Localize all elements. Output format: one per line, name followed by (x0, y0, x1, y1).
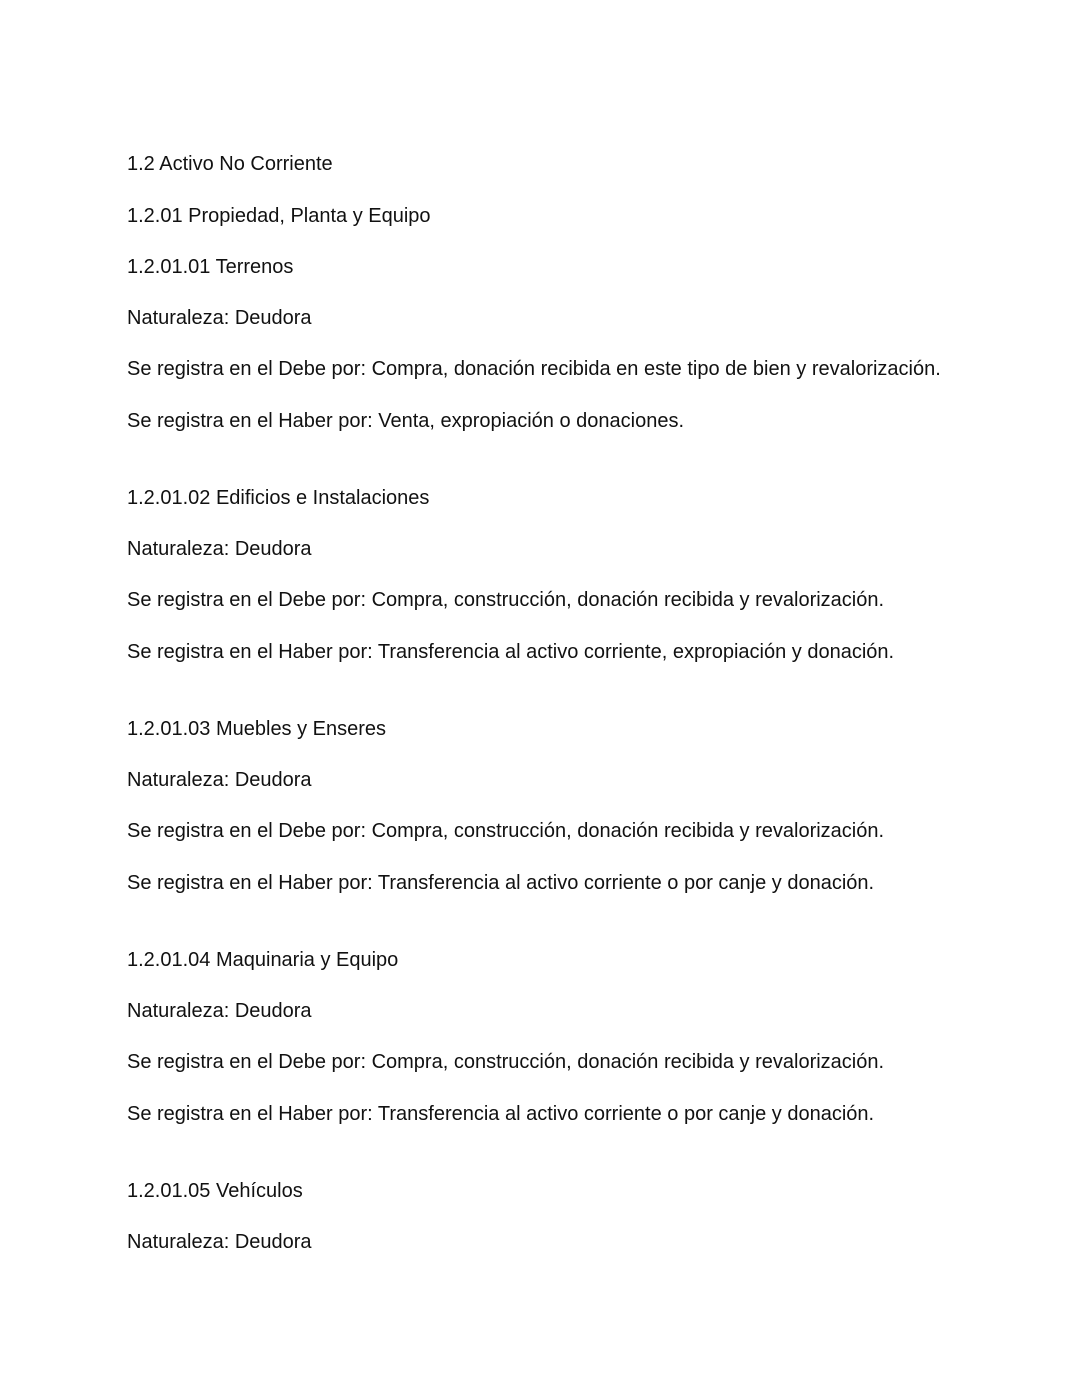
text-line: Se registra en el Haber por: Transferencia al activo corriente o por canje y donación. (127, 872, 875, 894)
account-heading: 1.2.01.05 Vehículos (127, 1180, 303, 1202)
account-heading: 1.2 Activo No Corriente (127, 153, 333, 175)
text-line: Se registra en el Haber por: Venta, expropiación o donaciones. (127, 410, 685, 432)
text-line: Se registra en el Haber por: Transferencia al activo corriente, expropiación y donación. (127, 641, 895, 663)
account-heading: 1.2.01.04 Maquinaria y Equipo (127, 949, 399, 971)
text-line: Se registra en el Debe por: Compra, construcción, donación recibida y revalorización. (127, 1051, 885, 1073)
text-line: Se registra en el Haber por: Transferencia al activo corriente o por canje y donación. (127, 1103, 875, 1125)
text-line: Naturaleza: Deudora (127, 769, 312, 791)
text-line: Se registra en el Debe por: Compra, construcción, donación recibida y revalorización. (127, 589, 885, 611)
account-heading: 1.2.01 Propiedad, Planta y Equipo (127, 205, 431, 227)
account-heading: 1.2.01.02 Edificios e Instalaciones (127, 487, 430, 509)
text-line: Naturaleza: Deudora (127, 307, 312, 329)
text-line: Naturaleza: Deudora (127, 1000, 312, 1022)
text-line: Naturaleza: Deudora (127, 538, 312, 560)
account-heading: 1.2.01.03 Muebles y Enseres (127, 718, 387, 740)
text-line: Se registra en el Debe por: Compra, construcción, donación recibida y revalorización. (127, 820, 885, 842)
account-heading: 1.2.01.01 Terrenos (127, 256, 294, 278)
text-line: Se registra en el Debe por: Compra, donación recibida en este tipo de bien y revalorización. (127, 358, 941, 380)
text-line: Naturaleza: Deudora (127, 1231, 312, 1253)
